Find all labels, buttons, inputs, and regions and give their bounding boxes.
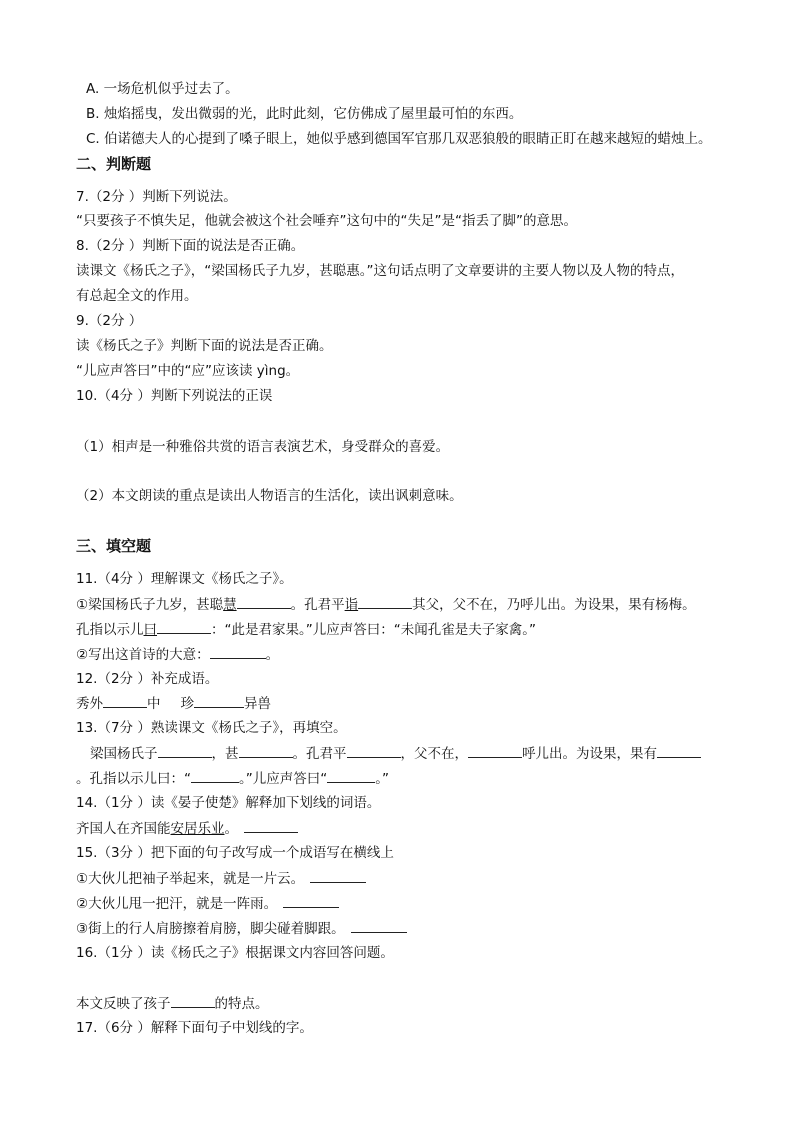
answer-blank[interactable] (239, 744, 293, 758)
q7-head: 7.（2分 ）判断下列说法。 (76, 189, 237, 205)
q10-item-2: （2）本文朗读的重点是读出人物语言的生活化，读出讽刺意味。 (76, 488, 463, 504)
q9-text-2: “儿应声答曰”中的“应”应该读 yìng。 (76, 363, 300, 379)
q16-text: 本文反映了孩子 的特点。 (76, 996, 269, 1012)
q7-text: “只要孩子不慎失足，他就会被这个社会唾弃”这句中的“失足”是“指丢了脚”的意思。 (76, 213, 577, 229)
answer-blank[interactable] (191, 769, 239, 783)
q15-sentence-3: ③街上的行人肩膀擦着肩膀，脚尖碰着脚跟。 (76, 919, 407, 938)
q13-head: 13.（7分 ）熟读课文《杨氏之子》，再填空。 (76, 720, 347, 736)
answer-blank[interactable] (194, 694, 244, 708)
answer-blank[interactable] (237, 595, 291, 609)
section-heading-fill: 三、填空题 (76, 537, 152, 555)
q16-head: 16.（1分 ）读《杨氏之子》根据课文内容回答问题。 (76, 945, 394, 961)
q9-head: 9.（2分 ） (76, 313, 143, 329)
q10-head: 10.（4分 ）判断下列说法的正误 (76, 388, 273, 404)
q11-line-1: ①梁国杨氏子九岁，甚聪慧 。孔君平诣 其父，父不在，乃呼儿出。为设果，果有杨梅。 (76, 597, 696, 613)
answer-blank[interactable] (103, 694, 147, 708)
q8-head: 8.（2分 ）判断下面的说法是否正确。 (76, 238, 305, 254)
q11-line-2: 孔指以示儿曰 ：“此是君家果。”儿应声答曰：“未闻孔雀是夫子家禽。” (76, 622, 536, 638)
answer-blank[interactable] (244, 819, 298, 833)
q10-item-1: （1）相声是一种雅俗共赏的语言表演艺术，身受群众的喜爱。 (76, 439, 450, 455)
answer-blank[interactable] (347, 744, 401, 758)
q9-text-1: 读《杨氏之子》判断下面的说法是否正确。 (76, 338, 333, 354)
q8-text-2: 有总起全文的作用。 (76, 288, 198, 304)
q15-head: 15.（3分 ）把下面的句子改写成一个成语写在横线上 (76, 845, 394, 861)
q14-head: 14.（1分 ）读《晏子使楚》解释加下划线的词语。 (76, 795, 381, 811)
option-b: B. 烛焰摇曳，发出微弱的光，此时此刻，它仿佛成了屋里最可怕的东西。 (86, 106, 523, 122)
answer-blank[interactable] (157, 620, 211, 634)
option-a: A. 一场危机似乎过去了。 (86, 81, 239, 97)
q12-idioms: 秀外 中 珍 异兽 (76, 696, 271, 712)
answer-blank[interactable] (657, 744, 701, 758)
answer-blank[interactable] (327, 769, 375, 783)
answer-blank[interactable] (158, 744, 212, 758)
q15-sentence-1: ①大伙儿把袖子举起来，就是一片云。 (76, 869, 366, 888)
answer-blank[interactable] (468, 744, 522, 758)
q13-line-2: 。孔指以示儿曰：“ 。”儿应声答曰“ 。” (76, 771, 389, 787)
q15-sentence-2: ②大伙儿甩一把汗，就是一阵雨。 (76, 894, 339, 913)
answer-blank[interactable] (310, 869, 366, 883)
section-heading-judgement: 二、判断题 (76, 155, 152, 173)
answer-blank[interactable] (358, 595, 412, 609)
q8-text-1: 读课文《杨氏之子》，“梁国杨氏子九岁，甚聪惠。”这句话点明了文章要讲的主要人物以及人物的特点， (76, 263, 684, 279)
answer-blank[interactable] (171, 994, 215, 1008)
q12-head: 12.（2分 ）补充成语。 (76, 671, 219, 687)
q14-text: 齐国人在齐国能安居乐业。 (76, 819, 298, 838)
q11-line-3: ②写出这首诗的大意： 。 (76, 647, 280, 663)
answer-blank[interactable] (210, 645, 266, 659)
answer-blank[interactable] (351, 919, 407, 933)
q17-head: 17.（6分 ）解释下面句子中划线的字。 (76, 1020, 313, 1036)
q13-line-1: 梁国杨氏子 ，甚 。孔君平 ，父不在， 呼儿出。为设果，果有 (90, 744, 701, 763)
option-c: C. 伯诺德夫人的心提到了嗓子眼上，她似乎感到德国军官那几双恶狼般的眼睛正盯在越来越短的蜡烛上。 (86, 131, 712, 147)
q11-head: 11.（4分 ）理解课文《杨氏之子》。 (76, 571, 293, 587)
answer-blank[interactable] (283, 894, 339, 908)
